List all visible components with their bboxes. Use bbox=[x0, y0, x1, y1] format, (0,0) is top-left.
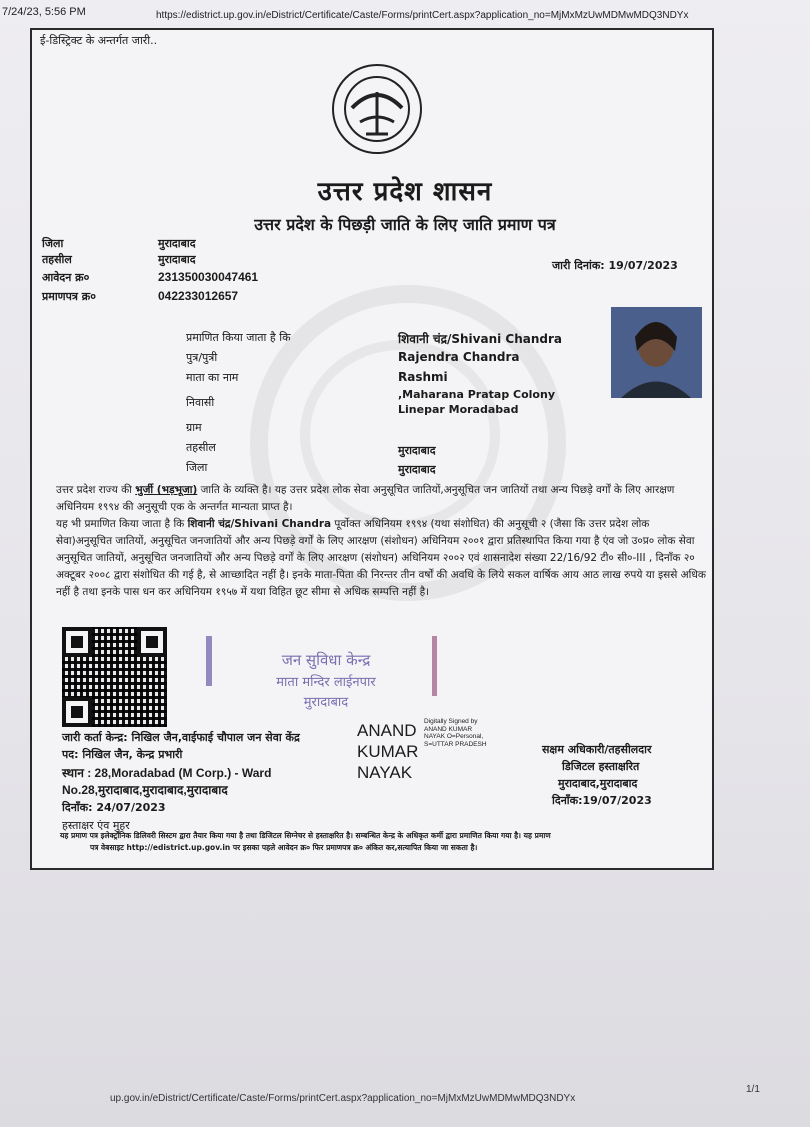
meta-tehsil-label: तहसील bbox=[42, 253, 72, 266]
page-count: 1/1 bbox=[746, 1084, 760, 1095]
detail-value-tehsil: मुरादाबाद bbox=[398, 444, 436, 457]
para-applicant-name: शिवानी चंद्र/Shivani Chandra bbox=[187, 518, 332, 530]
detail-value-father: Rajendra Chandra bbox=[398, 350, 520, 364]
print-datetime: 7/24/23, 5:56 PM bbox=[2, 6, 86, 18]
issuer-place-1: स्थान : 28,Moradabad (M Corp.) - Ward bbox=[62, 766, 272, 780]
meta-certificate-value: 042233012657 bbox=[158, 289, 239, 303]
meta-district-label: जिला bbox=[42, 237, 64, 250]
meta-application-value: 231350030047461 bbox=[158, 270, 259, 284]
detail-label-village: ग्राम bbox=[186, 421, 202, 434]
authority-date: दिनाँक:19/07/2023 bbox=[552, 794, 652, 807]
issuer-post: पद: निखिल जैन, केन्द्र प्रभारी bbox=[62, 748, 183, 761]
detail-value-mother: Rashmi bbox=[398, 370, 448, 384]
meta-district-value: मुरादाबाद bbox=[158, 237, 196, 250]
stamp-bar-left bbox=[206, 636, 212, 686]
meta-certificate-label: प्रमाणपत्र क्र० bbox=[42, 290, 96, 303]
verification-note: यह प्रमाण पत्र इलेक्ट्रॉनिक डिलिवरी सिस्टम द्वारा तैयार किया गया है तथा डिजिटल सिग्नेचर से हस्ताक्षरित है। सम्बन्धित केन्द्र के अधिकृत कर्मी द्वारा प्रमाणित किया गया है। यह प्रमाण पत्र वेबसाइट http://edistrict.up.gov.in पर इसका पहले आवेदन क्र० फिर प्रमाणपत्र क्र० अंकित कर,सत्यापित किया जा सकता है। bbox=[60, 831, 551, 852]
authority-digital: डिजिटल हस्ताक्षरित bbox=[562, 760, 640, 773]
detail-label-resident: निवासी bbox=[186, 396, 215, 409]
stamp-line-3: मुरादाबाद bbox=[303, 695, 349, 710]
detail-label-certified: प्रमाणित किया जाता है कि bbox=[186, 331, 291, 344]
authority-title: सक्षम अधिकारी/तहसीलदार bbox=[542, 743, 652, 756]
document-subtitle: उत्तर प्रदेश के पिछड़ी जाति के लिए जाति प्रमाण पत्र bbox=[254, 215, 556, 234]
digital-signature-note: Digitally Signed by ANAND KUMAR NAYAK O=Personal, S=UTTAR PRADESH bbox=[424, 718, 487, 748]
document-title: उत्तर प्रदेश शासन bbox=[317, 177, 493, 207]
qr-code bbox=[62, 627, 167, 727]
stamp-line-1: जन सुविधा केन्द्र bbox=[281, 651, 371, 669]
applicant-photo bbox=[611, 307, 702, 398]
caste-paragraph: उत्तर प्रदेश राज्य की भुर्जी (भड़भूजा) जाति के व्यक्ति है। यह उत्तर प्रदेश लोक सेवा अनुसूचित जातियों,अनुसूचित जन जातियों तथा अन्य पिछड़े वर्गों के लिए आरक्षण अधिनियम १९९४ की अनुसूची एक के अन्तर्गत मान्यता प्राप्त है। bbox=[56, 484, 675, 513]
meta-application-label: आवेदन क्र० bbox=[42, 271, 90, 284]
detail-label-mother: माता का नाम bbox=[186, 371, 239, 384]
eligibility-paragraph: यह भी प्रमाणित किया जाता है कि शिवानी चंद्र/Shivani Chandra पूर्वोक्त अधिनियम १९९४ (यथा संशोधित) की अनुसूची २ (जैसा कि उत्तर प्रदेश लोक सेवा)अनुसूचित जातियों, अनुसूचित जनजातियों और अन्य पिछड़े वर्गों के लिए आरक्षण (संशोधन) अधिनियम २००१ द्वारा प्रतिस्थापित किया गया है एंव जो उ०प्र० लोक सेवा अनुसूचित जातियों, अनुसूचित जनजातियों और अन्य पिछड़े वर्गों के लिए आरक्षण (संशोधन) अधिनियम २००२ एवं शासनादेश संख्या 22/16/92 टी० सी०-III , दिनाँक २० अक्टूबर २००८ द्वारा संशोधित की गई है, से आच्छादित नहीं है। इनके माता-पिता की निरन्तर तीन वर्षों की अवधि के लिये सकल वार्षिक आय आठ लाख रुपये या इससे अधिक नहीं है तथा इनके पास धन कर अधिनियम १९५७ में यथा विहित छूट सीमा से अधिक सम्पत्ति नहीं है। bbox=[56, 518, 706, 598]
detail-value-district: मुरादाबाद bbox=[398, 463, 436, 476]
issuer-place-2: No.28,मुरादाबाद,मुरादाबाद,मुरादाबाद bbox=[62, 783, 228, 797]
issued-under-text: ई-डिस्ट्रिक्ट के अन्तर्गत जारी.. bbox=[40, 34, 158, 47]
issuer-center: जारी कर्ता केन्द्र: निखिल जैन,वाईफाई चौपाल जन सेवा केंद्र bbox=[62, 731, 300, 744]
detail-label-parent: पुत्र/पुत्री bbox=[186, 351, 218, 364]
detail-label-tehsil: तहसील bbox=[186, 441, 216, 454]
detail-value-address-1: ,Maharana Pratap Colony bbox=[398, 388, 555, 401]
authority-place: मुरादाबाद,मुरादाबाद bbox=[558, 777, 638, 790]
issuer-sign-label: हस्ताक्षर एंव मुहर bbox=[62, 819, 130, 832]
meta-tehsil-value: मुरादाबाद bbox=[158, 253, 196, 266]
detail-value-name: शिवानी चंद्र/Shivani Chandra bbox=[398, 332, 563, 346]
detail-value-address-2: Linepar Moradabad bbox=[398, 403, 519, 416]
detail-label-district: जिला bbox=[186, 461, 208, 474]
footer-url: up.gov.in/eDistrict/Certificate/Caste/Forms/printCert.aspx?application_no=MjMxMzUwMDMwMDQ3NDYx bbox=[110, 1093, 576, 1104]
issuer-date: दिनाँक: 24/07/2023 bbox=[62, 801, 166, 814]
print-url: https://edistrict.up.gov.in/eDistrict/Certificate/Caste/Forms/printCert.aspx?application_no=MjMxMzUwMDMwMDQ3NDYx bbox=[156, 10, 689, 21]
up-government-emblem bbox=[330, 62, 424, 156]
stamp-line-2: माता मन्दिर लाईनपार bbox=[276, 675, 376, 690]
signer-name: ANAND KUMAR NAYAK bbox=[357, 721, 419, 782]
caste-name: भुर्जी (भड़भूजा) bbox=[135, 484, 198, 496]
issue-date: जारी दिनांक: 19/07/2023 bbox=[552, 259, 678, 272]
